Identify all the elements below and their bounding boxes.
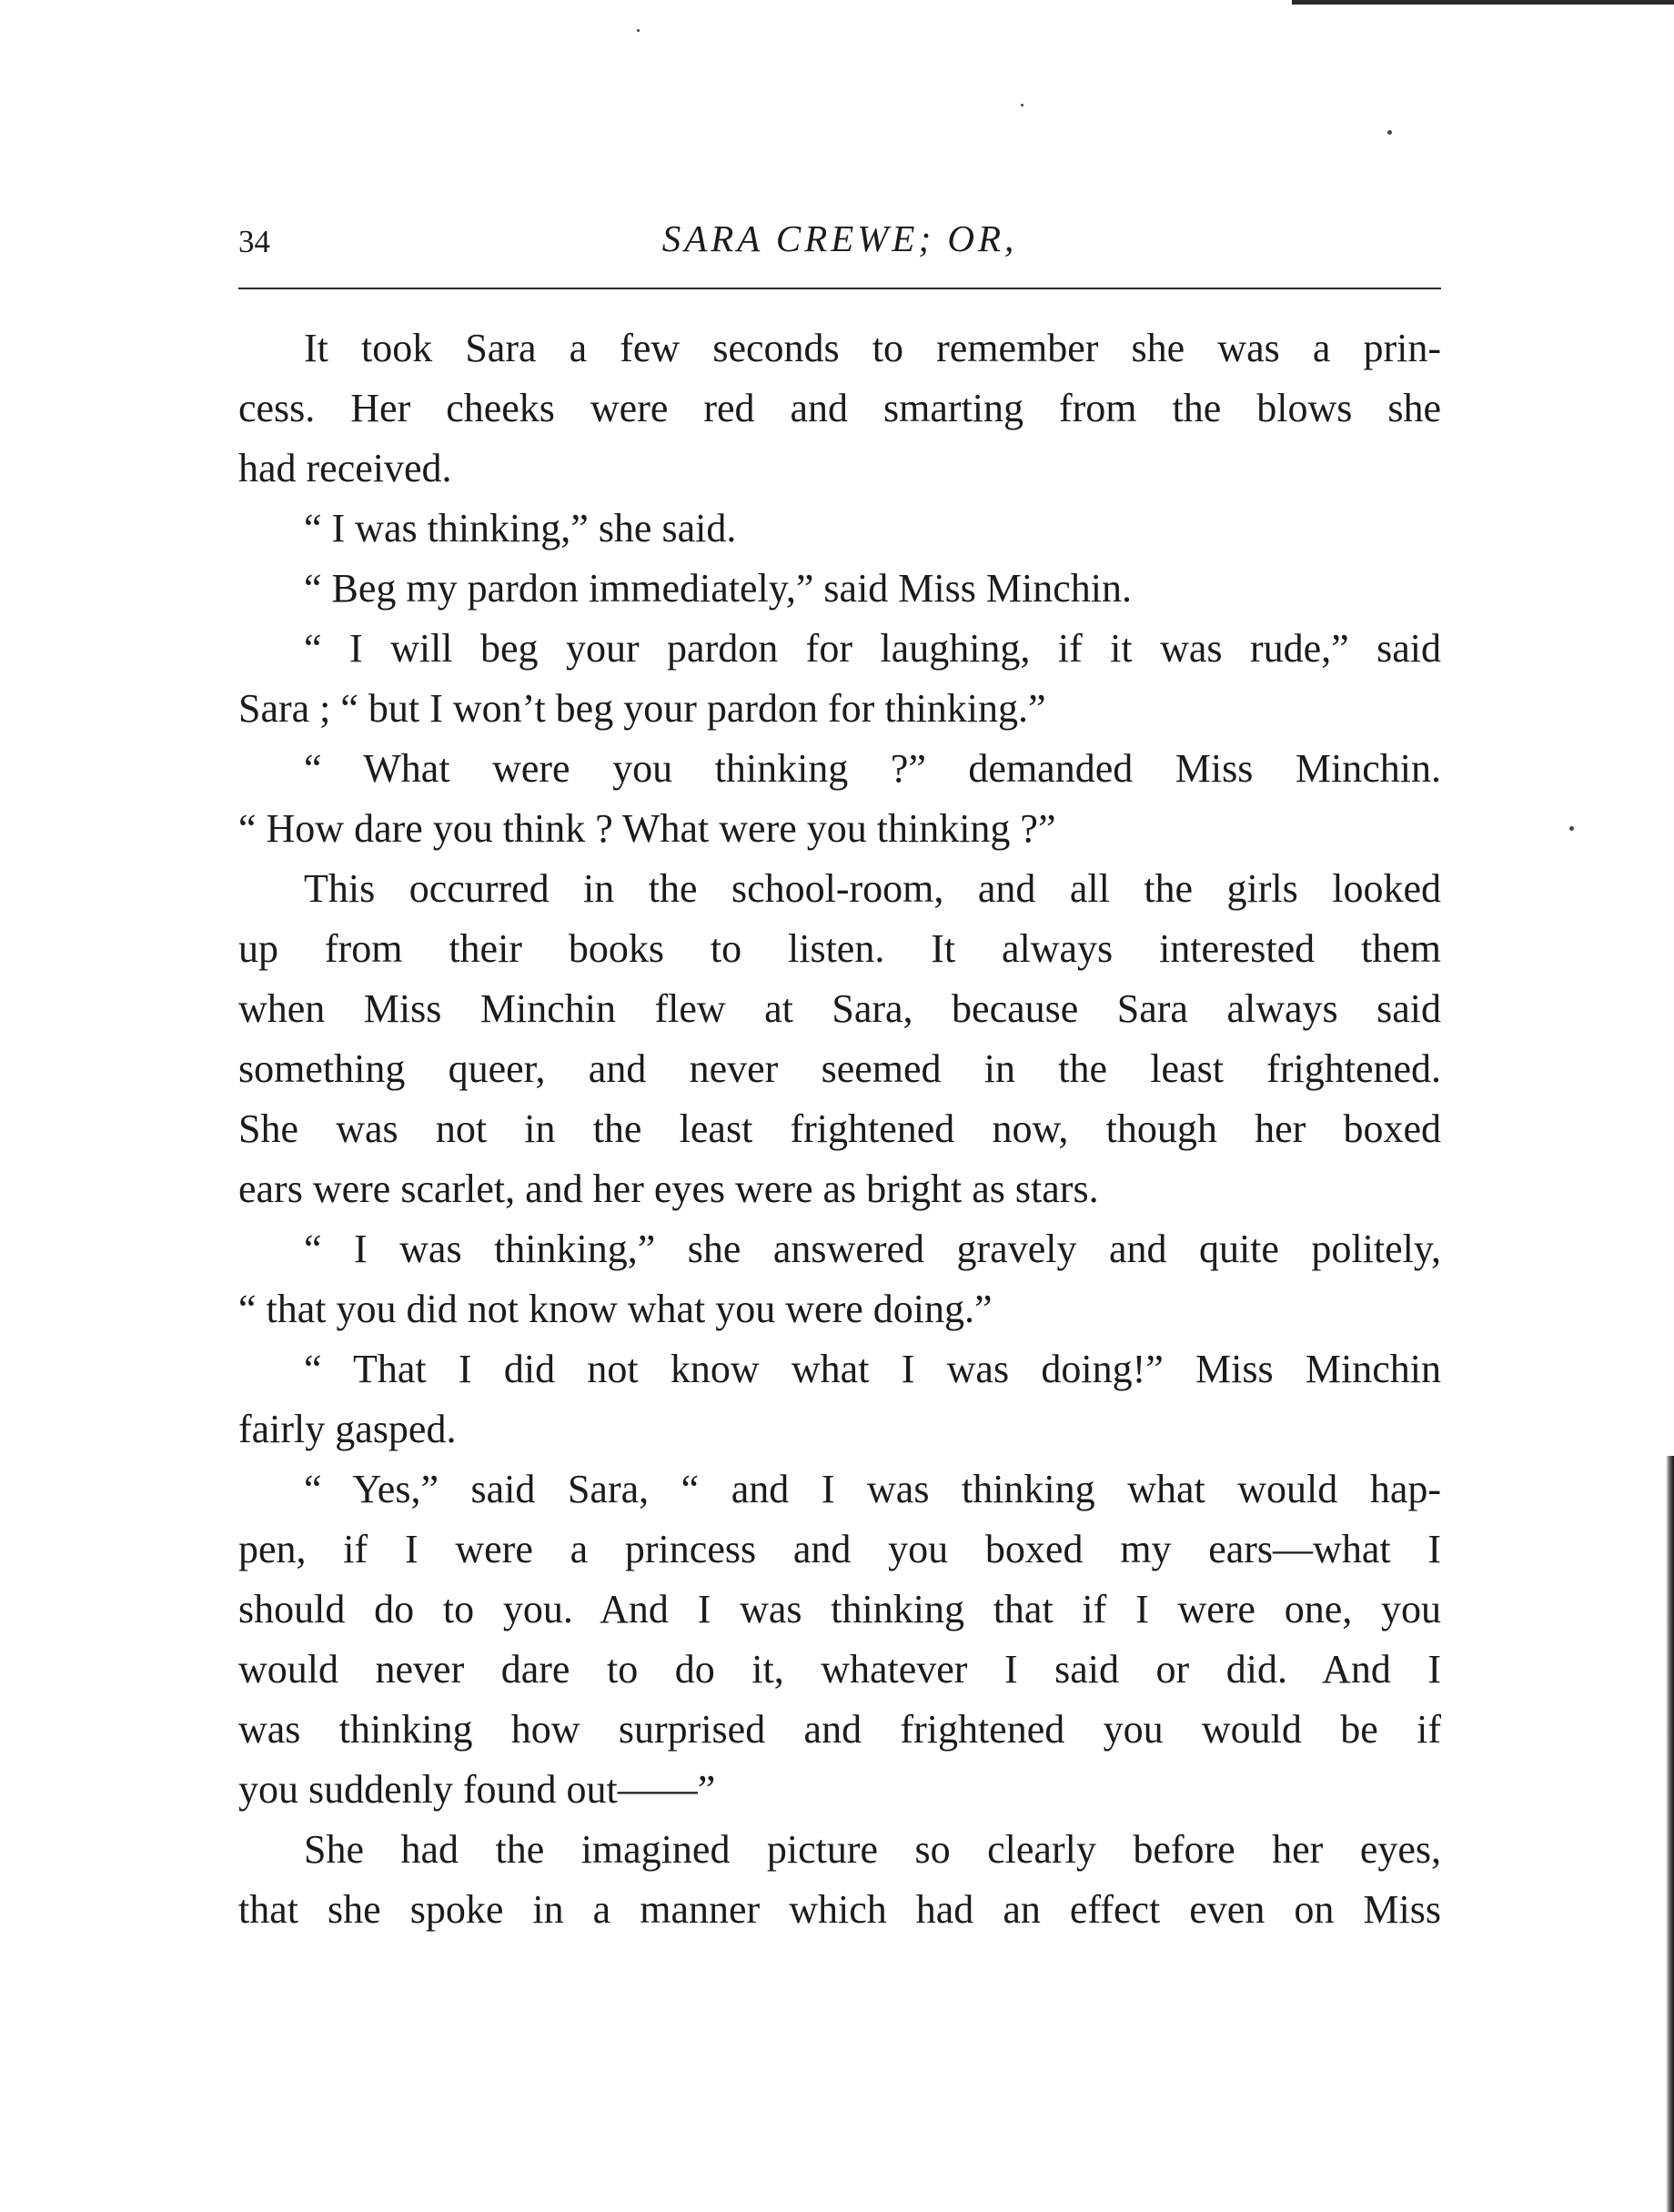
text-line: “ Beg my pardon immediately,” said Miss Minchin. <box>304 566 1132 611</box>
text-line: something queer, and never seemed in the least frightened. <box>238 1046 1441 1091</box>
text-line: “ Yes,” said Sara, “ and I was thinking what would hap- <box>304 1467 1441 1511</box>
text-line: was thinking how surprised and frightened you would be if <box>238 1707 1441 1752</box>
text-line: up from their books to listen. It always interested them <box>238 926 1441 971</box>
text-line: It took Sara a few seconds to remember she was a prin- <box>304 326 1441 370</box>
text-line: “ that you did not know what you were doing.” <box>238 1287 993 1331</box>
text-line: This occurred in the school-room, and all the girls looked <box>304 866 1441 911</box>
scan-speck <box>1569 826 1574 831</box>
text-line: “ I was thinking,” she said. <box>304 506 737 550</box>
scan-top-rule <box>1292 0 1674 5</box>
text-line: “ That I did not know what I was doing!” Miss Minchin <box>304 1347 1441 1391</box>
text-line: would never dare to do it, whatever I said or did. And I <box>238 1647 1441 1692</box>
text-line: fairly gasped. <box>238 1407 457 1451</box>
text-line: you suddenly found out——” <box>238 1767 716 1812</box>
text-line: “ I will beg your pardon for laughing, if it was rude,” said <box>304 626 1441 671</box>
text-line: ears were scarlet, and her eyes were as bright as stars. <box>238 1167 1099 1211</box>
page-number: 34 <box>238 224 270 259</box>
scan-speck <box>637 29 640 32</box>
text-line: “ I was thinking,” she answered gravely and quite politely, <box>304 1227 1441 1271</box>
text-line: “ How dare you think ? What were you thinking ?” <box>238 806 1056 851</box>
text-line: “ What were you thinking ?” demanded Miss Minchin. <box>304 746 1441 791</box>
scan-speck <box>1021 104 1024 106</box>
text-line: She was not in the least frightened now, though her boxed <box>238 1106 1441 1151</box>
text-line: that she spoke in a manner which had an effect even on Miss <box>238 1887 1441 1932</box>
text-line: when Miss Minchin flew at Sara, because Sara always said <box>238 986 1441 1031</box>
text-line: She had the imagined picture so clearly before her eyes, <box>304 1827 1441 1872</box>
text-line: cess. Her cheeks were red and smarting from the blows she <box>238 386 1441 430</box>
scan-edge-shadow <box>1666 1456 1674 2212</box>
scan-speck <box>1387 130 1392 135</box>
text-line: had received. <box>238 446 452 490</box>
body-text <box>238 318 1441 1940</box>
running-title: SARA CREWE; OR, <box>661 217 1018 259</box>
text-line: should do to you. And I was thinking that if I were one, you <box>238 1587 1441 1631</box>
page-header <box>238 217 1441 280</box>
text-line: Sara ; “ but I won’t beg your pardon for thinking.” <box>238 686 1046 731</box>
header-rule <box>238 288 1441 289</box>
text-line: pen, if I were a princess and you boxed my ears—what I <box>238 1527 1441 1571</box>
